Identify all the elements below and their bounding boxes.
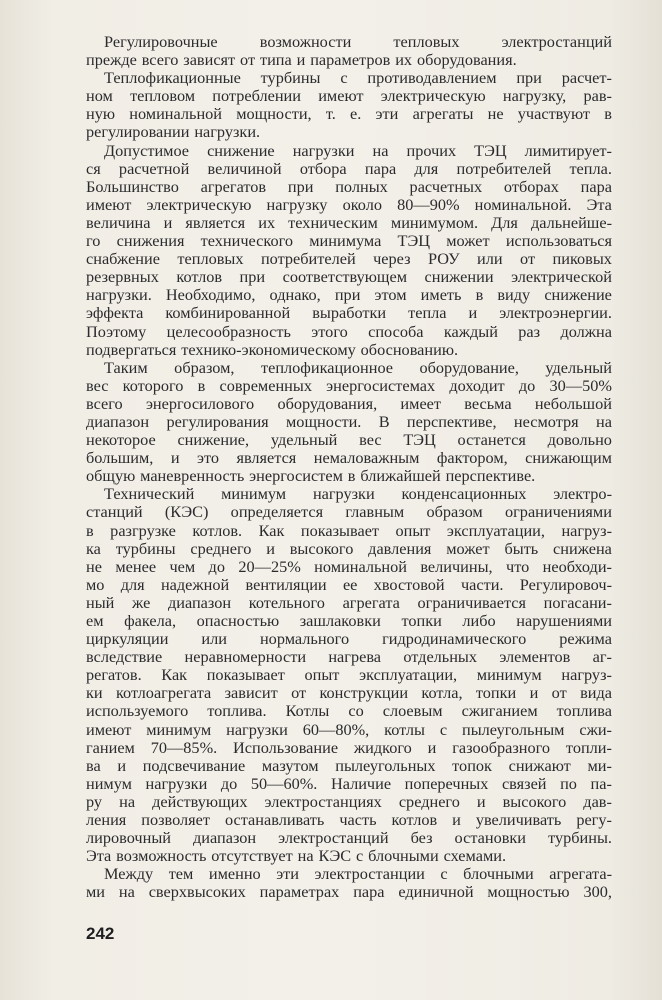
text-line: ном тепловом потреблении имеют электрическую нагрузку, рав- [86,86,612,106]
text-line: резервных котлов при соответствующем снижении электрической [86,267,612,287]
text-line: ную номинальной мощности, т. е. эти агрегаты не участвуют в [86,104,612,124]
text-line: эффекта комбинированной выработки тепла и электроэнергии. [86,303,612,323]
text-line: станций (КЭС) определяется главным образом ограничениями [86,502,612,522]
text-line: Большинство агрегатов при полных расчетных отборах пара [86,176,612,196]
text-line: величина и является их техническим минимумом. Для дальнейше- [86,212,612,232]
page-number: 242 [86,924,115,943]
text-line: ем факела, опасностью зашлаковки топки либо нарушениями [86,611,612,630]
paragraph [86,69,612,141]
text-line: Таким образом, теплофикационное оборудование, удельный [104,357,612,377]
text-line: общую маневренность энергосистем в ближайшей перспективе. [86,466,536,486]
text-line: го снижения технического минимума ТЭЦ может использоваться [86,231,612,251]
text-line: циркуляции или нормального гидродинамического режима [86,629,612,649]
text-line: ганием 70—85%. Использование жидкого и газообразного топли- [86,737,612,757]
text-line: в разгрузке котлов. Как показывает опыт эксплуатации, нагруз- [86,520,612,540]
text-line: некоторое снижение, удельный вес ТЭЦ останется довольно [86,430,612,450]
text-line: диапазон регулирования мощности. В перспективе, несмотря на [86,411,612,431]
text-line: Технический минимум нагрузки конденсационных электро- [104,484,612,504]
text-line: имеют электрическую нагрузку около 80—90% номинальной. Эта [86,194,612,214]
text-line: снабжение тепловых потребителей через РОУ или от пиковых [86,249,612,269]
text-line: ления позволяет останавливать часть котлов и увеличивать регу- [86,810,612,830]
text-line: Регулировочные возможности тепловых электростанций [104,32,612,51]
text-line: ка турбины среднего и высокого давления может быть снижена [86,538,612,558]
text-line: вес которого в современных энергосистемах доходит до 30—50% [86,375,612,395]
text-line: большим, и это является немаловажным фактором, снижающим [86,448,612,468]
text-line: ный же диапазон котельного агрегата ограничивается погасани- [86,592,612,612]
text-line: вследствие неравномерности нагрева отдельных элементов аг- [86,647,612,667]
text-line: Между тем именно эти электростанции с блочными агрегата- [104,864,612,884]
text-line: Теплофикационные турбины с противодавлением при расчет- [104,68,612,88]
text-line: ру на действующих электростанциях среднего и высокого дав- [86,791,612,811]
text-line: ми на сверхвысоких параметрах пара единичной мощностью 300, [86,882,612,902]
text-line: регатов. Как показывает опыт эксплуатации, минимум нагруз- [86,665,612,685]
text-line: имеют минимум нагрузки 60—80%, котлы с пылеугольным сжи- [86,719,612,739]
paragraph [86,33,612,69]
body-text [86,33,612,902]
text-line: нимум нагрузки до 50—60%. Наличие поперечных связей по па- [86,773,612,793]
text-line: ся расчетной величиной отбора пара для потребителей тепла. [86,158,612,178]
text-line: Поэтому целесообразность этого способа каждый раз должна [86,321,612,341]
text-line: подвергаться технико-экономическому обоснованию. [86,339,459,359]
text-line: не менее чем до 20—25% номинальной величины, что необходи- [86,556,612,576]
text-line: прежде всего зависят от типа и параметров их оборудования. [86,50,517,70]
text-line: ва и подсвечивание мазутом пылеугольных топок снижают ми- [86,755,612,775]
text-line: используемого топлива. Котлы со слоевым сжиганием топлива [86,701,612,721]
paragraph [86,485,612,865]
text-line: регулировании нагрузки. [86,122,261,142]
text-line: лировочный диапазон электростанций без остановки турбины. [86,828,612,848]
text-line: Эта возможность отсутствует на КЭС с блочными схемами. [86,846,507,866]
text-line: ки котлоагрегата зависит от конструкции котла, топки и от вида [86,683,612,703]
text-line: нагрузки. Необходимо, однако, при этом иметь в виду снижение [86,285,612,305]
text-line: Допустимое снижение нагрузки на прочих ТЭЦ лимитирует- [104,140,612,160]
paragraph [86,142,612,359]
text-line: всего энергосилового оборудования, имеет весьма небольшой [86,393,612,413]
text-line: мо для надежной вентиляции ее хвостовой части. Регулировоч- [86,574,612,594]
paragraph [86,359,612,486]
paragraph [86,865,612,901]
